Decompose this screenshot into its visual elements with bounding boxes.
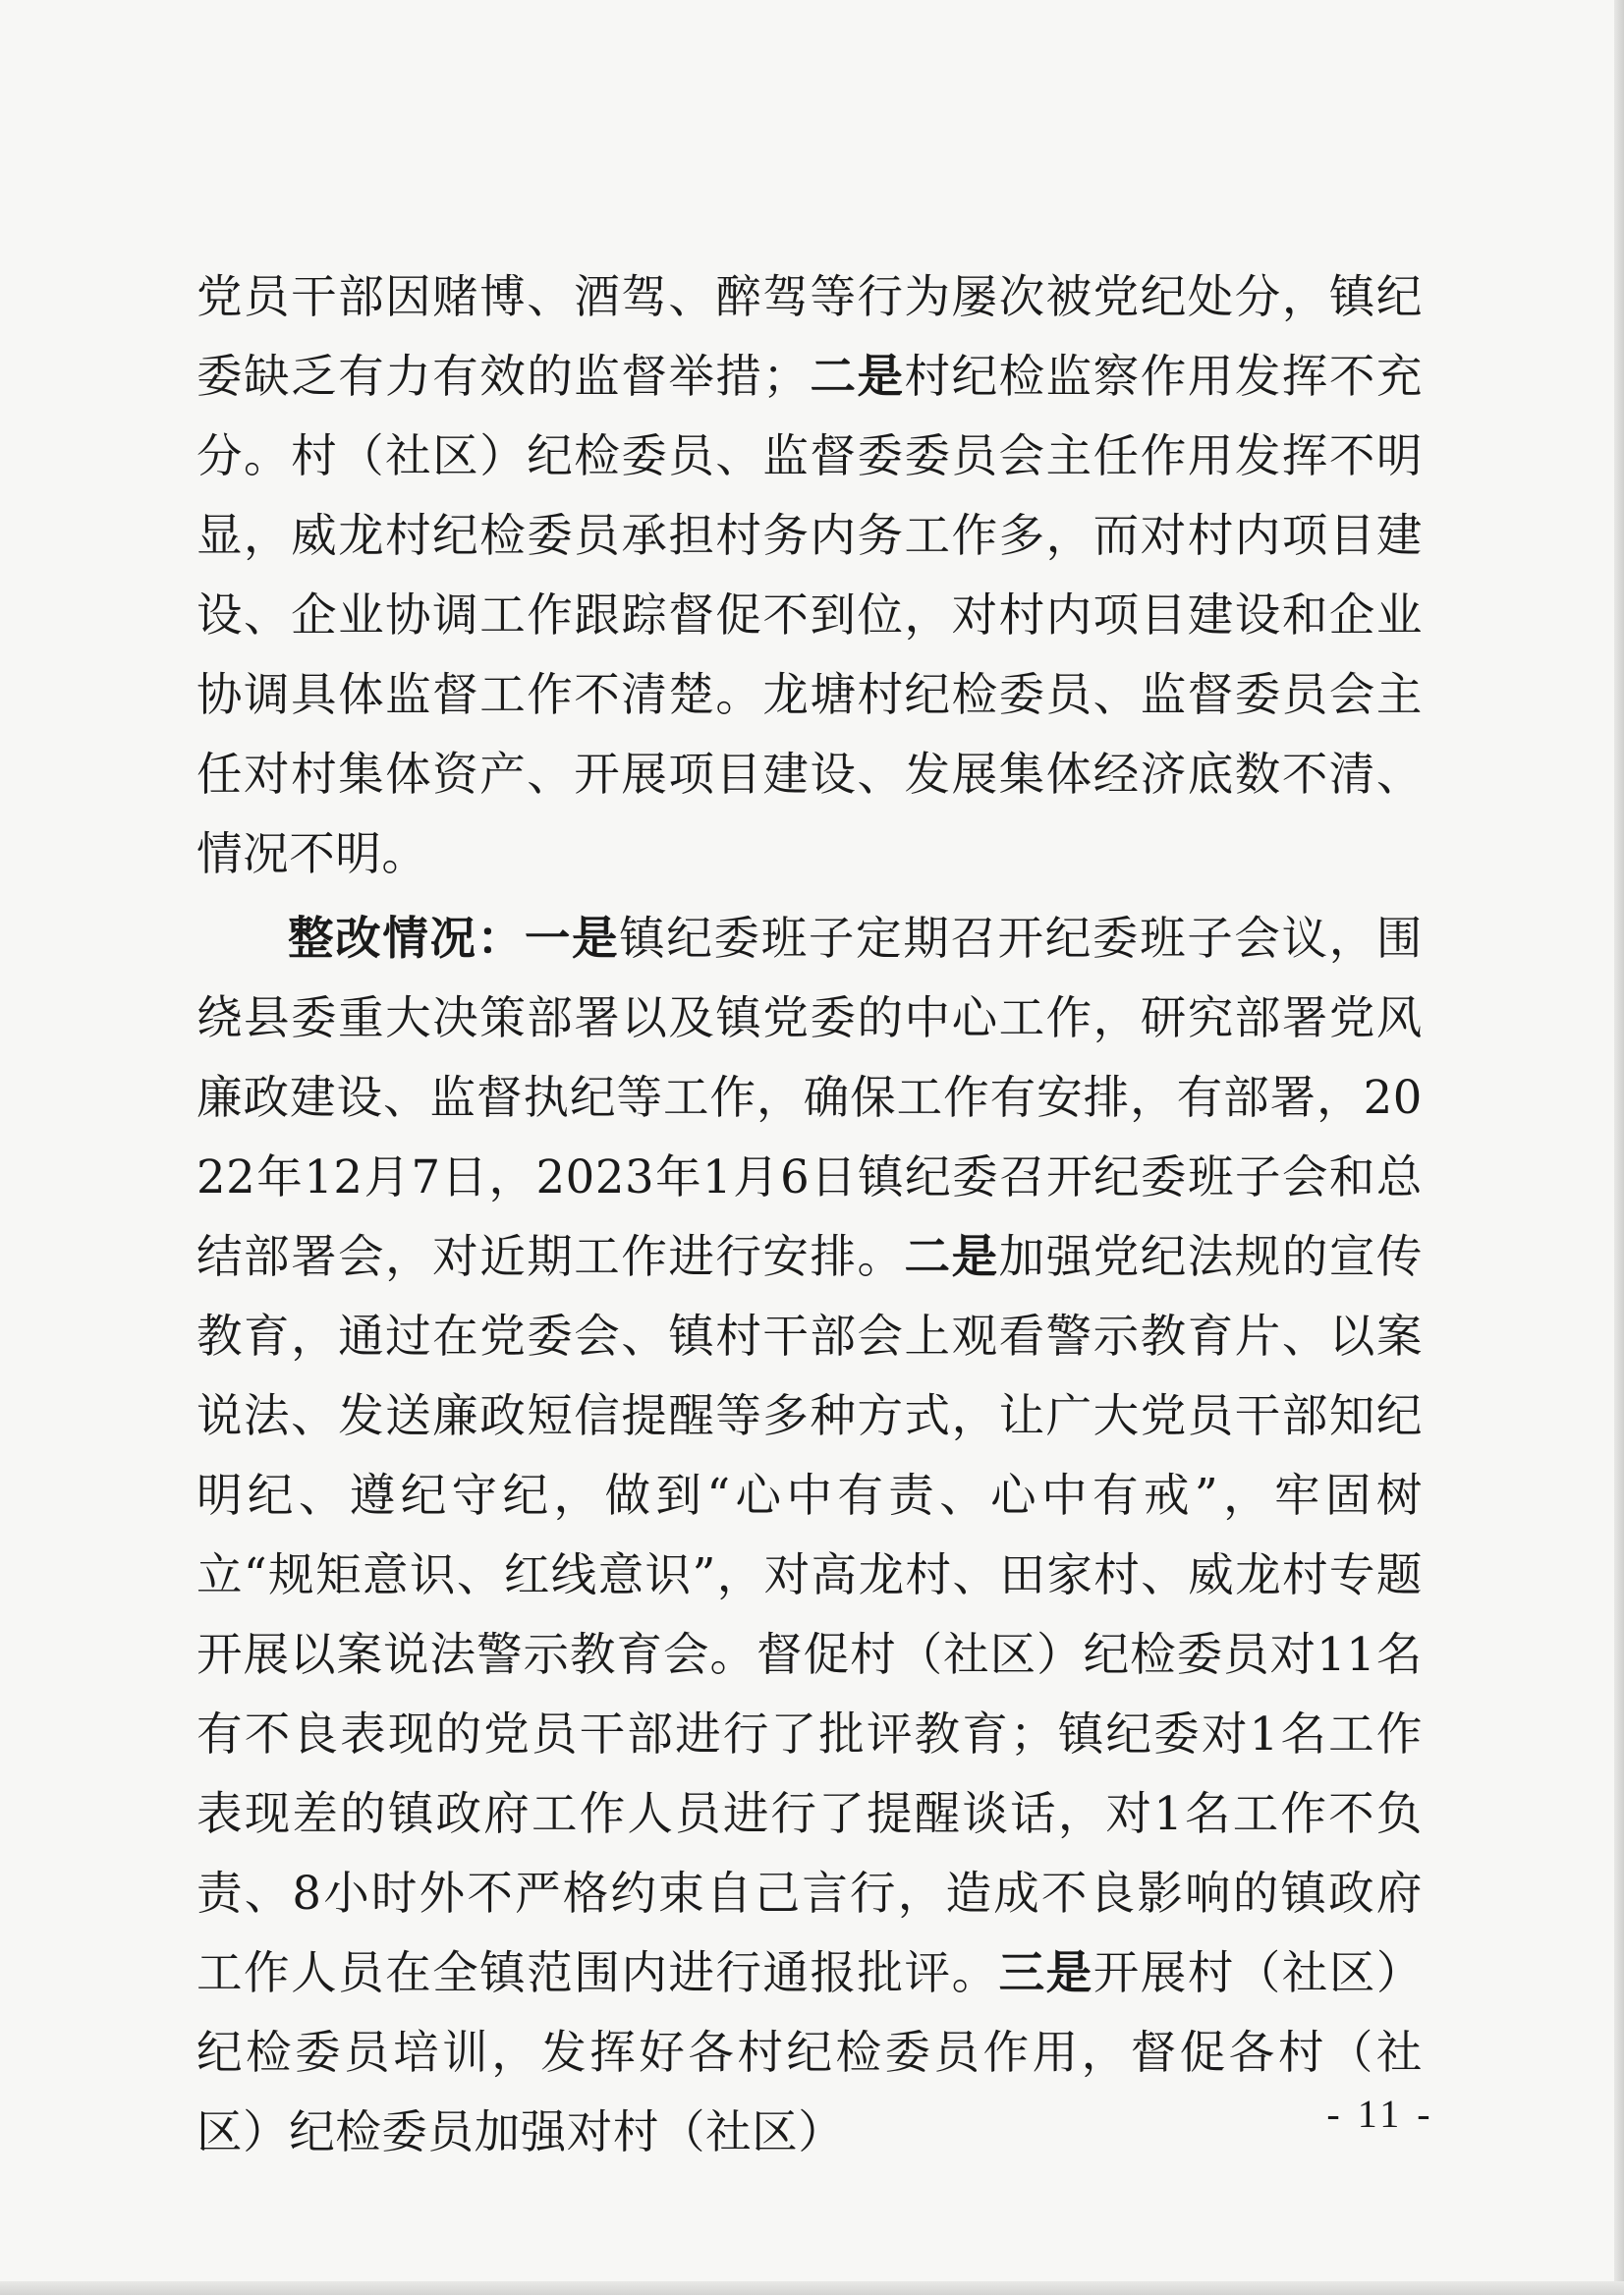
paragraph-problem-continuation: [196, 257, 1423, 894]
bold-marker-second: 二是: [809, 350, 905, 403]
paragraph-rectification: [196, 899, 1423, 2172]
document-body: [196, 257, 1423, 2177]
bold-marker-third: 三是: [998, 1946, 1093, 1999]
scan-edge-bottom: [0, 2281, 1624, 2295]
paragraph-text: 党员干部因赌博、酒驾、醉驾等行为屡次被党纪处分，镇纪委缺乏有力有效的监督举措；: [196, 270, 1423, 403]
paragraph-text: 镇纪委班子定期召开纪委班子会议，围绕县委重大决策部署以及镇党委的中心工作，研究部署党风廉政建设、监督执纪等工作，确保工作有安排，有部署，2022年12月7日，2023年1月6日镇纪委召开纪委班子会和总结部署会，对近期工作进行安排。: [196, 912, 1424, 1283]
bold-marker-second: 二是: [904, 1230, 999, 1283]
paragraph-text: 村纪检监察作用发挥不充分。村（社区）纪检委员、监督委委员会主任作用发挥不明显，威龙村纪检委员承担村务内务工作多，而对村内项目建设、企业协调工作跟踪督促不到位，对村内项目建设和企业协调具体监督工作不清楚。龙塘村纪检委员、监督委员会主任对村集体资产、开展项目建设、发展集体经济底数不清、情况不明。: [196, 350, 1423, 880]
paragraph-text: 加强党纪法规的宣传教育，通过在党委会、镇村干部会上观看警示教育片、以案说法、发送廉政短信提醒等多种方式，让广大党员干部知纪明纪、遵纪守纪，做到“心中有责、心中有戒”，牢固树立“规矩意识、红线意识”，对高龙村、田家村、威龙村专题开展以案说法警示教育会。督促村（社区）纪检委员对11名有不良表现的党员干部进行了批评教育；镇纪委对1名工作表现差的镇政府工作人员进行了提醒谈话，对1名工作不负责、8小时外不严格约束自己言行，造成不良影响的镇政府工作人员在全镇范围内进行通报批评。: [196, 1230, 1424, 1999]
section-heading-rectification: 整改情况：: [288, 912, 525, 965]
scan-edge-right: [1614, 0, 1624, 2295]
bold-marker-first: 一是: [524, 912, 620, 965]
page-number: - 11 -: [1326, 2092, 1434, 2136]
paragraph-text: 开展村（社区）纪检委员培训，发挥好各村纪检委员作用，督促各村（社区）纪检委员加强对村（社区）: [196, 1946, 1424, 2158]
